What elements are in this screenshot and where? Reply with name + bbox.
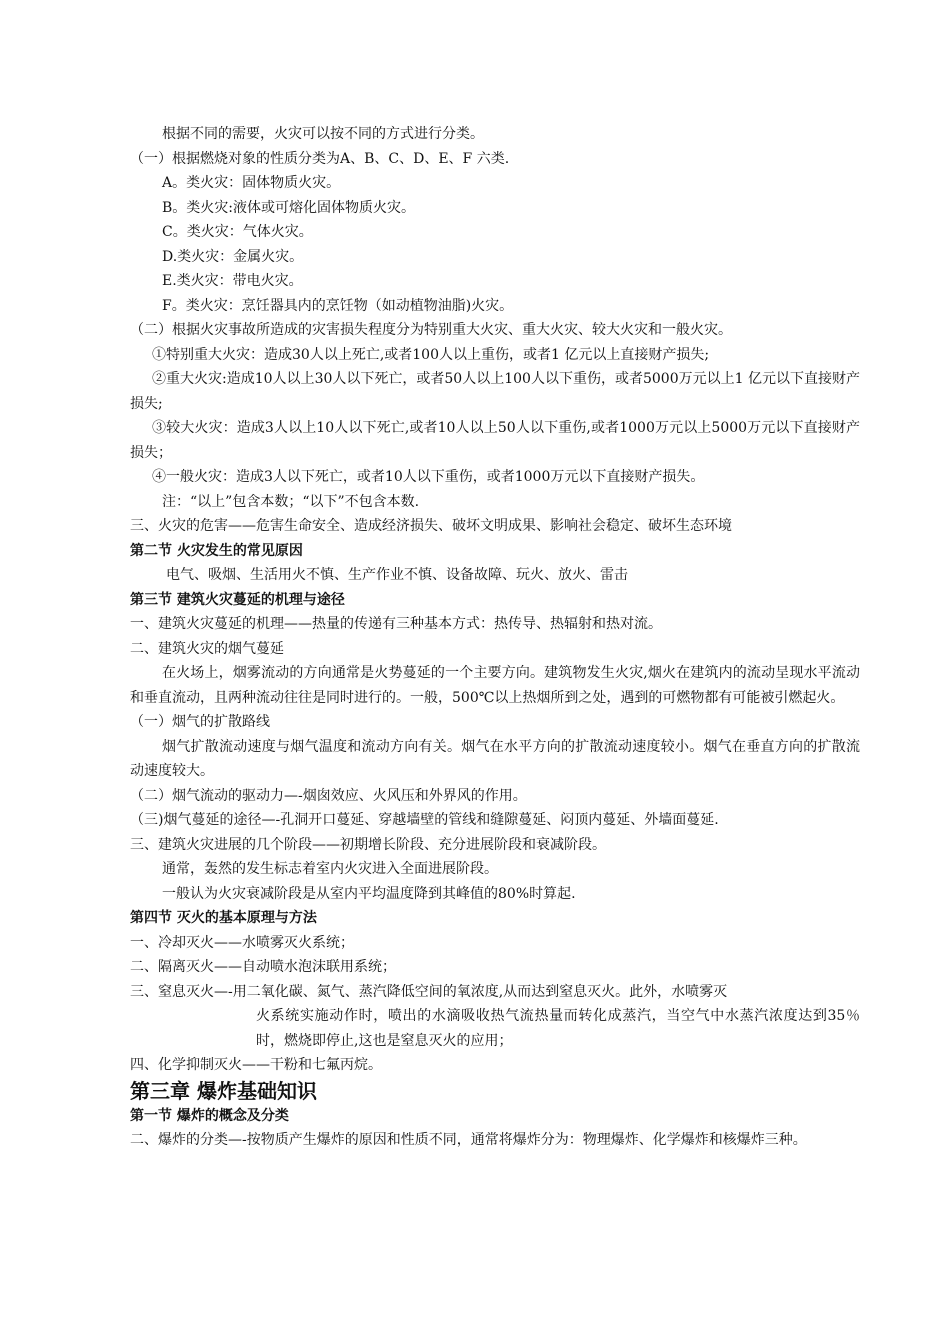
document-body <box>130 122 860 1153</box>
list-item-continuation: 火系统实施动作时，喷出的水滴吸收热气流热量而转化成蒸汽，当空气中水蒸汽浓度达到35％时，燃烧即停止,这也是窒息灭火的应用； <box>256 1008 860 1049</box>
chapter-heading: 第三章 爆炸基础知识 <box>130 1078 317 1103</box>
list-item: E.类火灾：带电火灾。 <box>162 273 303 289</box>
paragraph: 三、建筑火灾进展的几个阶段——初期增长阶段、充分进展阶段和衰减阶段。 <box>130 836 606 853</box>
paragraph: （一）烟气的扩散路线 <box>130 714 270 730</box>
section-heading: 第三节 建筑火灾蔓延的机理与途径 <box>130 591 345 608</box>
list-item: C。类火灾：气体火灾。 <box>162 224 313 240</box>
paragraph: 根据不同的需要，火灾可以按不同的方式进行分类。 <box>162 126 484 142</box>
paragraph: 烟气扩散流动速度与烟气温度和流动方向有关。烟气在水平方向的扩散流动速度较小。烟气在垂直方向的扩散流动速度较大。 <box>130 738 860 779</box>
section-heading: 第二节 火灾发生的常见原因 <box>130 542 303 559</box>
list-item: ①特别重大火灾：造成30人以上死亡,或者100人以上重伤，或者1 亿元以上直接财产损失; <box>152 346 710 363</box>
list-item: 三、窒息灭火—-用二氧化碳、氮气、蒸汽降低空间的氧浓度,从而达到窒息灭火。此外，水喷雾灭 <box>130 983 728 1000</box>
paragraph: 通常，轰然的发生标志着室内火灾进入全面进展阶段。 <box>162 861 498 877</box>
list-item: A。类火灾：固体物质火灾。 <box>162 175 341 191</box>
list-item: ③较大火灾：造成3人以上10人以下死亡,或者10人以上50人以下重伤,或者1000万元以上5000万元以下直接财产损失； <box>130 420 860 461</box>
paragraph: （二）根据火灾事故所造成的灾害损失程度分为特别重大火灾、重大火灾、较大火灾和一般火灾。 <box>130 322 732 338</box>
paragraph: 三、火灾的危害——危害生命安全、造成经济损失、破坏文明成果、影响社会稳定、破坏生态环境 <box>130 518 732 534</box>
list-item: 一、冷却灭火——水喷雾灭火系统； <box>130 934 354 951</box>
list-item: 二、隔离灭火——自动喷水泡沫联用系统； <box>130 959 396 975</box>
paragraph: （三)烟气蔓延的途径—-孔洞开口蔓延、穿越墙壁的管线和缝隙蔓延、闷顶内蔓延、外墙面蔓延. <box>130 812 719 828</box>
list-item: F。类火灾：烹饪器具内的烹饪物（如动植物油脂)火灾。 <box>162 297 514 314</box>
list-item: ②重大火灾:造成10人以上30人以下死亡，或者50人以上100人以下重伤，或者5000万元以上1 亿元以下直接财产损失; <box>130 371 860 412</box>
paragraph: 二、爆炸的分类—-按物质产生爆炸的原因和性质不同，通常将爆炸分为：物理爆炸、化学爆炸和核爆炸三种。 <box>130 1132 807 1148</box>
paragraph: 一般认为火灾衰减阶段是从室内平均温度降到其峰值的80%时算起. <box>162 885 576 902</box>
note: 注：“以上”包含本数；“以下”不包含本数. <box>162 493 420 510</box>
paragraph: 电气、吸烟、生活用火不慎、生产作业不慎、设备故障、玩火、放火、雷击 <box>166 567 628 583</box>
paragraph: 一、建筑火灾蔓延的机理——热量的传递有三种基本方式：热传导、热辐射和热对流。 <box>130 616 662 632</box>
list-item: D.类火灾：金属火灾。 <box>162 248 304 265</box>
list-item: 四、化学抑制灭火——干粉和七氟丙烷。 <box>130 1057 382 1073</box>
section-heading: 第一节 爆炸的概念及分类 <box>130 1107 289 1124</box>
section-heading: 第四节 灭火的基本原理与方法 <box>130 910 317 926</box>
paragraph: 二、建筑火灾的烟气蔓延 <box>130 640 284 657</box>
paragraph: 在火场上，烟雾流动的方向通常是火势蔓延的一个主要方向。建筑物发生火灾,烟火在建筑内的流动呈现水平流动和垂直流动，且两种流动往往是同时进行的。一般，500℃以上热烟所到之处，遇到的可燃物都有可能被引燃起火。 <box>130 665 860 706</box>
list-item: ④一般火灾：造成3人以下死亡，或者10人以下重伤，或者1000万元以下直接财产损失。 <box>152 469 705 485</box>
paragraph: （一）根据燃烧对象的性质分类为A、B、C、D、E、F 六类. <box>130 150 510 167</box>
paragraph: （二）烟气流动的驱动力—-烟囱效应、火风压和外界风的作用。 <box>130 787 527 804</box>
list-item: B。类火灾:液体或可熔化固体物质火灾。 <box>162 199 416 216</box>
